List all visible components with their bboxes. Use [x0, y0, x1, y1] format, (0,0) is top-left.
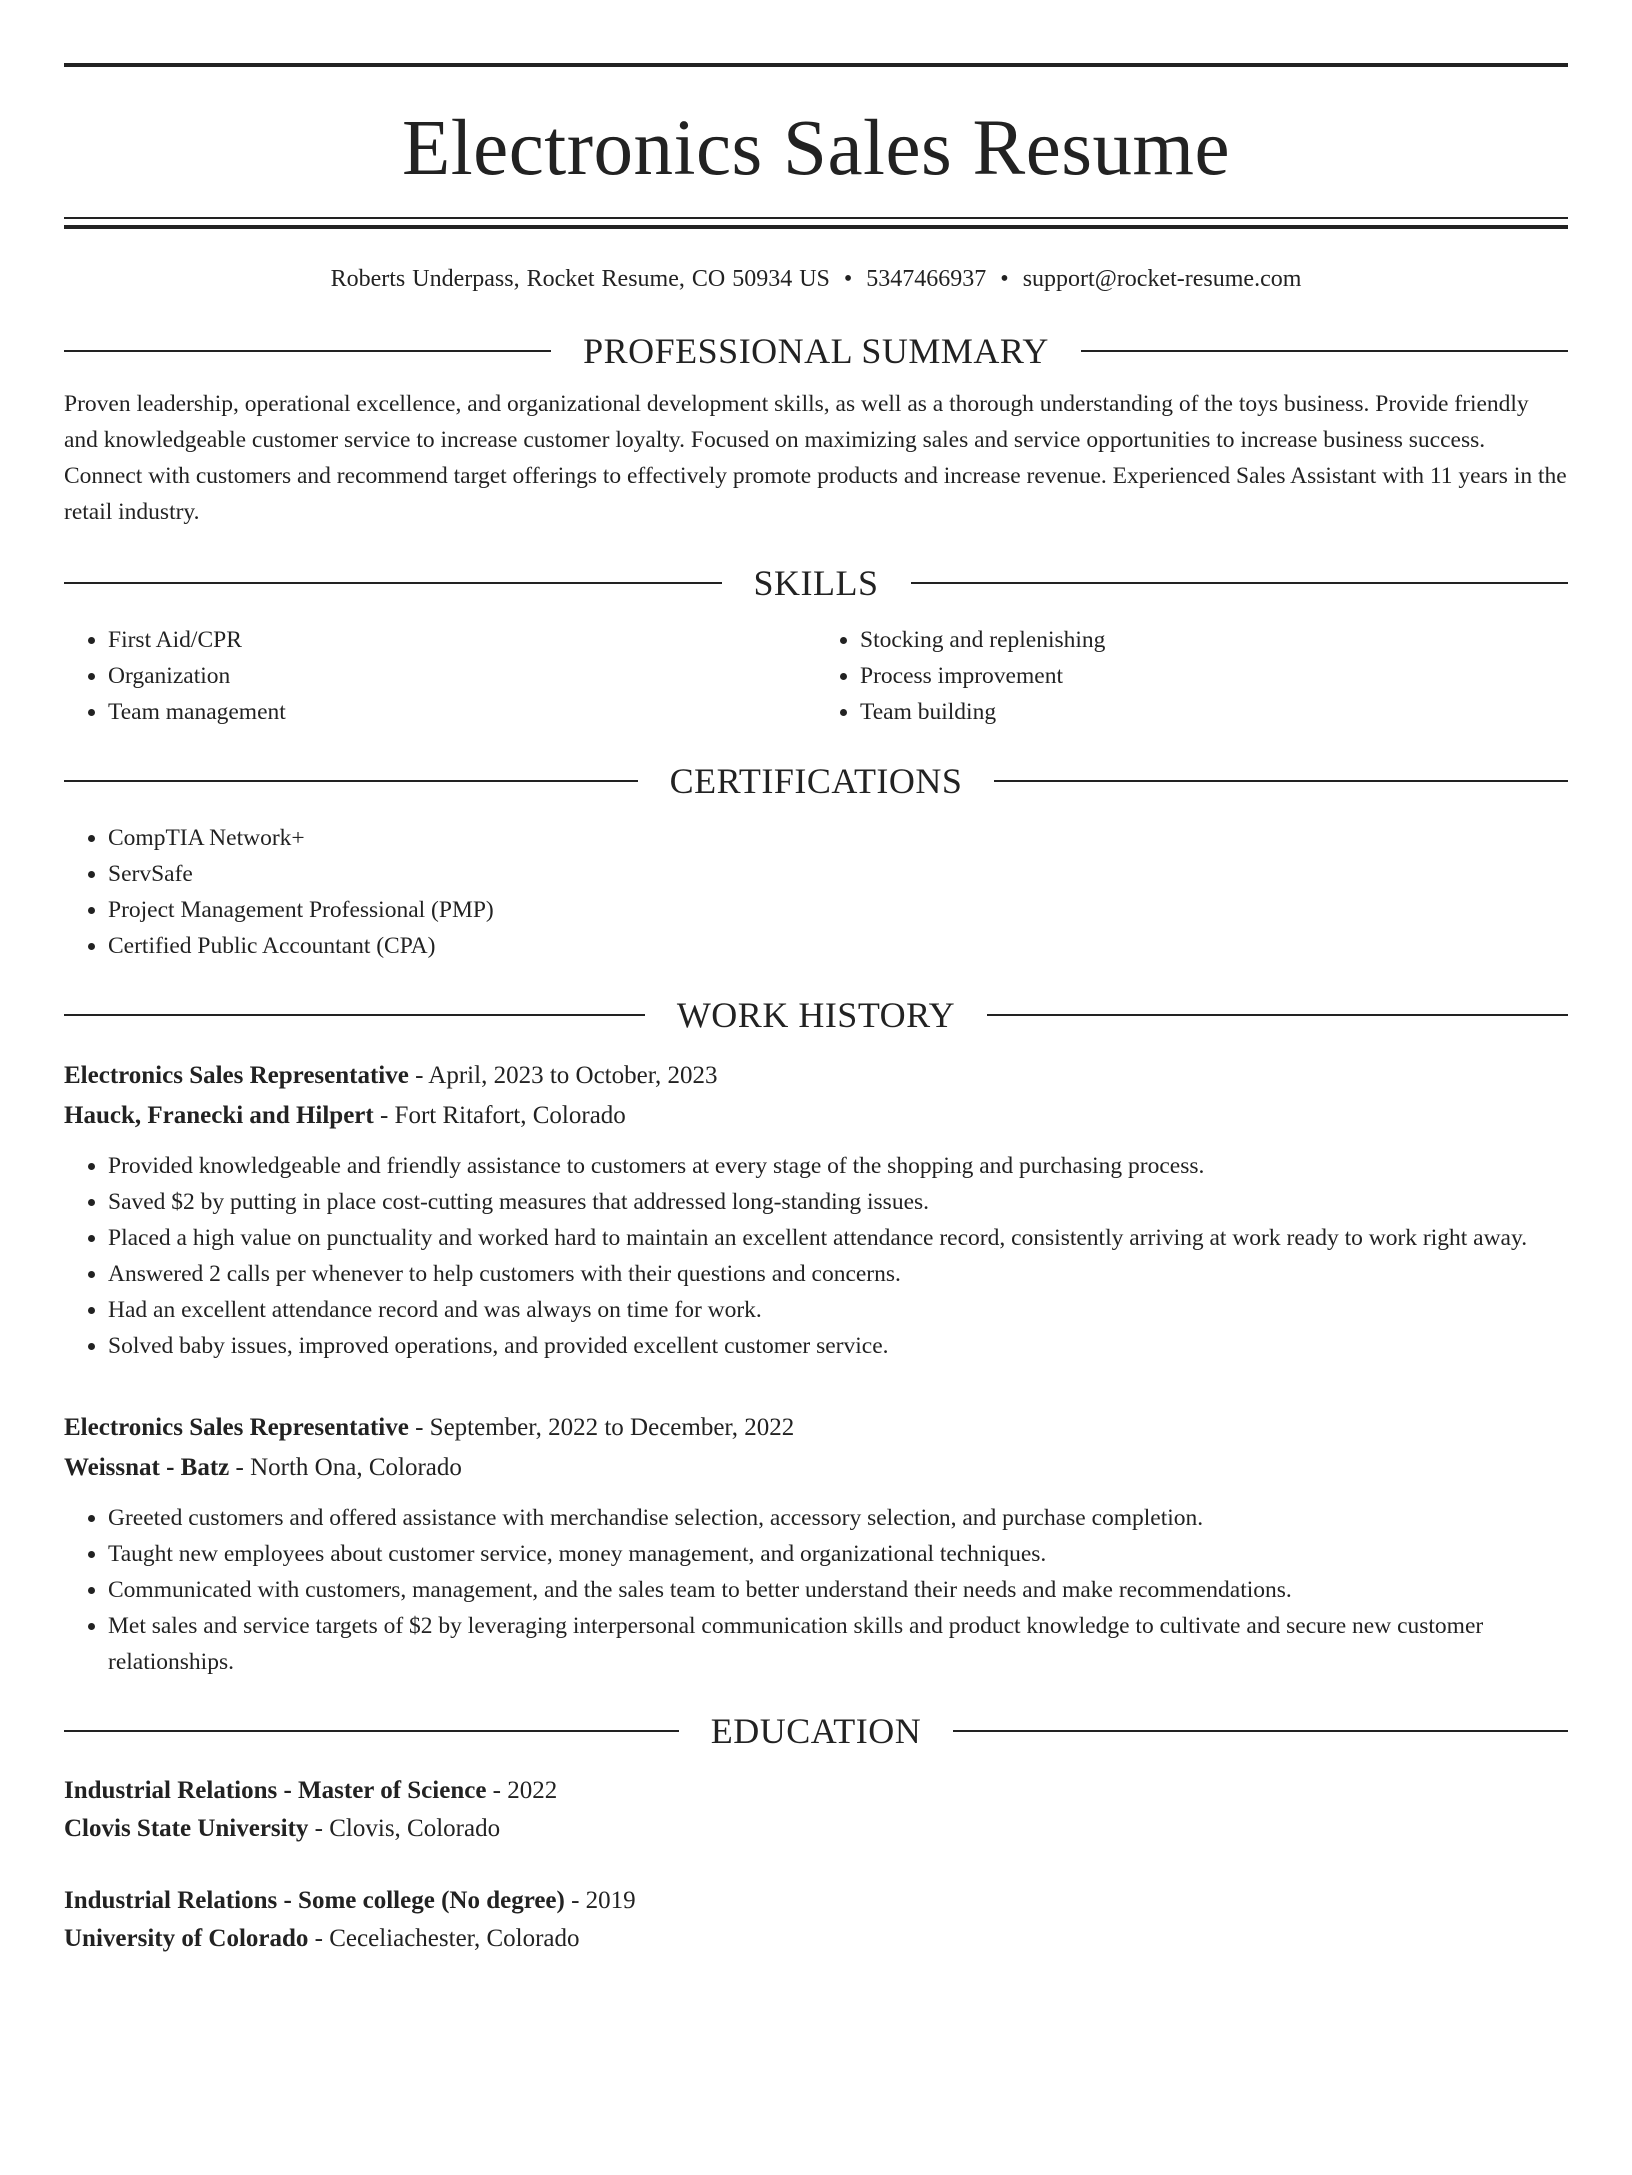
section-heading-summary	[64, 330, 1568, 372]
job-bullet: • Communicated with customers, management, and the sales team to better understand their needs and make recommendations.	[108, 1572, 1568, 1608]
education-year: - 2019	[564, 1887, 636, 1914]
job-company: Hauck, Franecki and Hilpert	[64, 1102, 374, 1129]
resume-title: Electronics Sales Resume	[401, 105, 1231, 192]
top-rule	[64, 63, 1568, 67]
job-bullet: • Solved baby issues, improved operations, and provided excellent customer service.	[108, 1328, 1568, 1364]
education-entry	[64, 1772, 1568, 1848]
job-bullet: • Greeted customers and offered assistance with merchandise selection, accessory selection, and purchase completion.	[108, 1500, 1568, 1536]
skills-column-right	[816, 622, 1568, 730]
education-location: - Ceceliachester, Colorado	[308, 1925, 580, 1952]
certification-item: • Certified Public Accountant (CPA)	[108, 928, 1568, 964]
job-dates: - April, 2023 to October, 2023	[408, 1062, 718, 1089]
job-bullet: • Taught new employees about customer service, money management, and organizational techniques.	[108, 1536, 1568, 1572]
section-heading-education	[64, 1710, 1568, 1752]
education-degree: Industrial Relations - Master of Science	[64, 1777, 487, 1804]
contact-address: Roberts Underpass, Rocket Resume, CO 50934 US	[330, 266, 830, 292]
section-title: WORK HISTORY	[676, 995, 956, 1035]
contact-separator: •	[1000, 266, 1009, 292]
section-title: PROFESSIONAL SUMMARY	[583, 331, 1049, 371]
certification-item: • CompTIA Network+	[108, 820, 1568, 856]
job-bullet: • Saved $2 by putting in place cost-cutting measures that addressed long-standing issues.	[108, 1184, 1568, 1220]
education-school: Clovis State University	[64, 1815, 309, 1842]
skill-item: • Team management	[108, 694, 816, 730]
skills-list	[64, 622, 1568, 730]
section-heading-skills	[64, 562, 1568, 604]
education-school-line	[64, 1920, 1568, 1958]
education-school-line	[64, 1810, 1568, 1848]
section-heading-work-history	[64, 994, 1568, 1036]
certifications-list	[64, 820, 1568, 964]
section-heading-certifications	[64, 760, 1568, 802]
section-title: EDUCATION	[710, 1711, 922, 1751]
job-title-line	[64, 1408, 1568, 1448]
job-dates: - September, 2022 to December, 2022	[408, 1414, 795, 1441]
job-company: Weissnat - Batz	[64, 1454, 230, 1481]
job-bullet: • Met sales and service targets of $2 by leveraging interpersonal communication skills and product knowledge to cultivate and secure new customer relationships.	[108, 1608, 1568, 1680]
certification-item: • Project Management Professional (PMP)	[108, 892, 1568, 928]
skill-item: • Team building	[860, 694, 1568, 730]
section-title: SKILLS	[753, 563, 879, 603]
job-location: - Fort Ritafort, Colorado	[373, 1102, 626, 1129]
education-entry	[64, 1882, 1568, 1958]
education-degree: Industrial Relations - Some college (No degree)	[64, 1887, 565, 1914]
skill-item: • Stocking and replenishing	[860, 622, 1568, 658]
job-bullets	[64, 1148, 1568, 1364]
education-degree-line	[64, 1772, 1568, 1810]
job-bullet: • Answered 2 calls per whenever to help customers with their questions and concerns.	[108, 1256, 1568, 1292]
job-company-line	[64, 1448, 1568, 1488]
job-bullet: • Had an excellent attendance record and was always on time for work.	[108, 1292, 1568, 1328]
education-location: - Clovis, Colorado	[308, 1815, 501, 1842]
job-title: Electronics Sales Representative	[64, 1062, 409, 1089]
job-title-line	[64, 1056, 1568, 1096]
summary-text: Proven leadership, operational excellence, and organizational development skills, as well as a thorough understanding of the toys business. Provide friendly and knowledgeable customer service to increase customer loyalty. Focused on maximizing sales and service opportunities to increase business success. Connect with customers and recommend target offerings to effectively promote products and increase revenue. Experienced Sales Assistant with 11 years in the retail industry.	[64, 391, 1567, 525]
education-degree-line	[64, 1882, 1568, 1920]
title-double-rule	[64, 217, 1568, 229]
contact-email: support@rocket-resume.com	[1022, 266, 1302, 292]
skill-item: • Organization	[108, 658, 816, 694]
job-entry	[64, 1056, 1568, 1364]
education-year: - 2022	[486, 1777, 558, 1804]
job-bullet: • Provided knowledgeable and friendly assistance to customers at every stage of the shopping and purchasing process.	[108, 1148, 1568, 1184]
job-company-line	[64, 1096, 1568, 1136]
job-bullet: • Placed a high value on punctuality and worked hard to maintain an excellent attendance record, consistently arriving at work ready to work right away.	[108, 1220, 1568, 1256]
job-location: - North Ona, Colorado	[229, 1454, 462, 1481]
contact-line	[64, 263, 1568, 295]
resume-page	[0, 63, 1632, 2175]
contact-phone: 5347466937	[866, 266, 987, 292]
skill-item: • First Aid/CPR	[108, 622, 816, 658]
skill-item: • Process improvement	[860, 658, 1568, 694]
skills-column-left	[64, 622, 816, 730]
section-title: CERTIFICATIONS	[669, 761, 963, 801]
contact-separator: •	[843, 266, 853, 292]
education-school: University of Colorado	[64, 1925, 309, 1952]
certification-item: • ServSafe	[108, 856, 1568, 892]
job-bullets	[64, 1500, 1568, 1680]
job-title: Electronics Sales Representative	[64, 1414, 409, 1441]
job-entry	[64, 1408, 1568, 1680]
